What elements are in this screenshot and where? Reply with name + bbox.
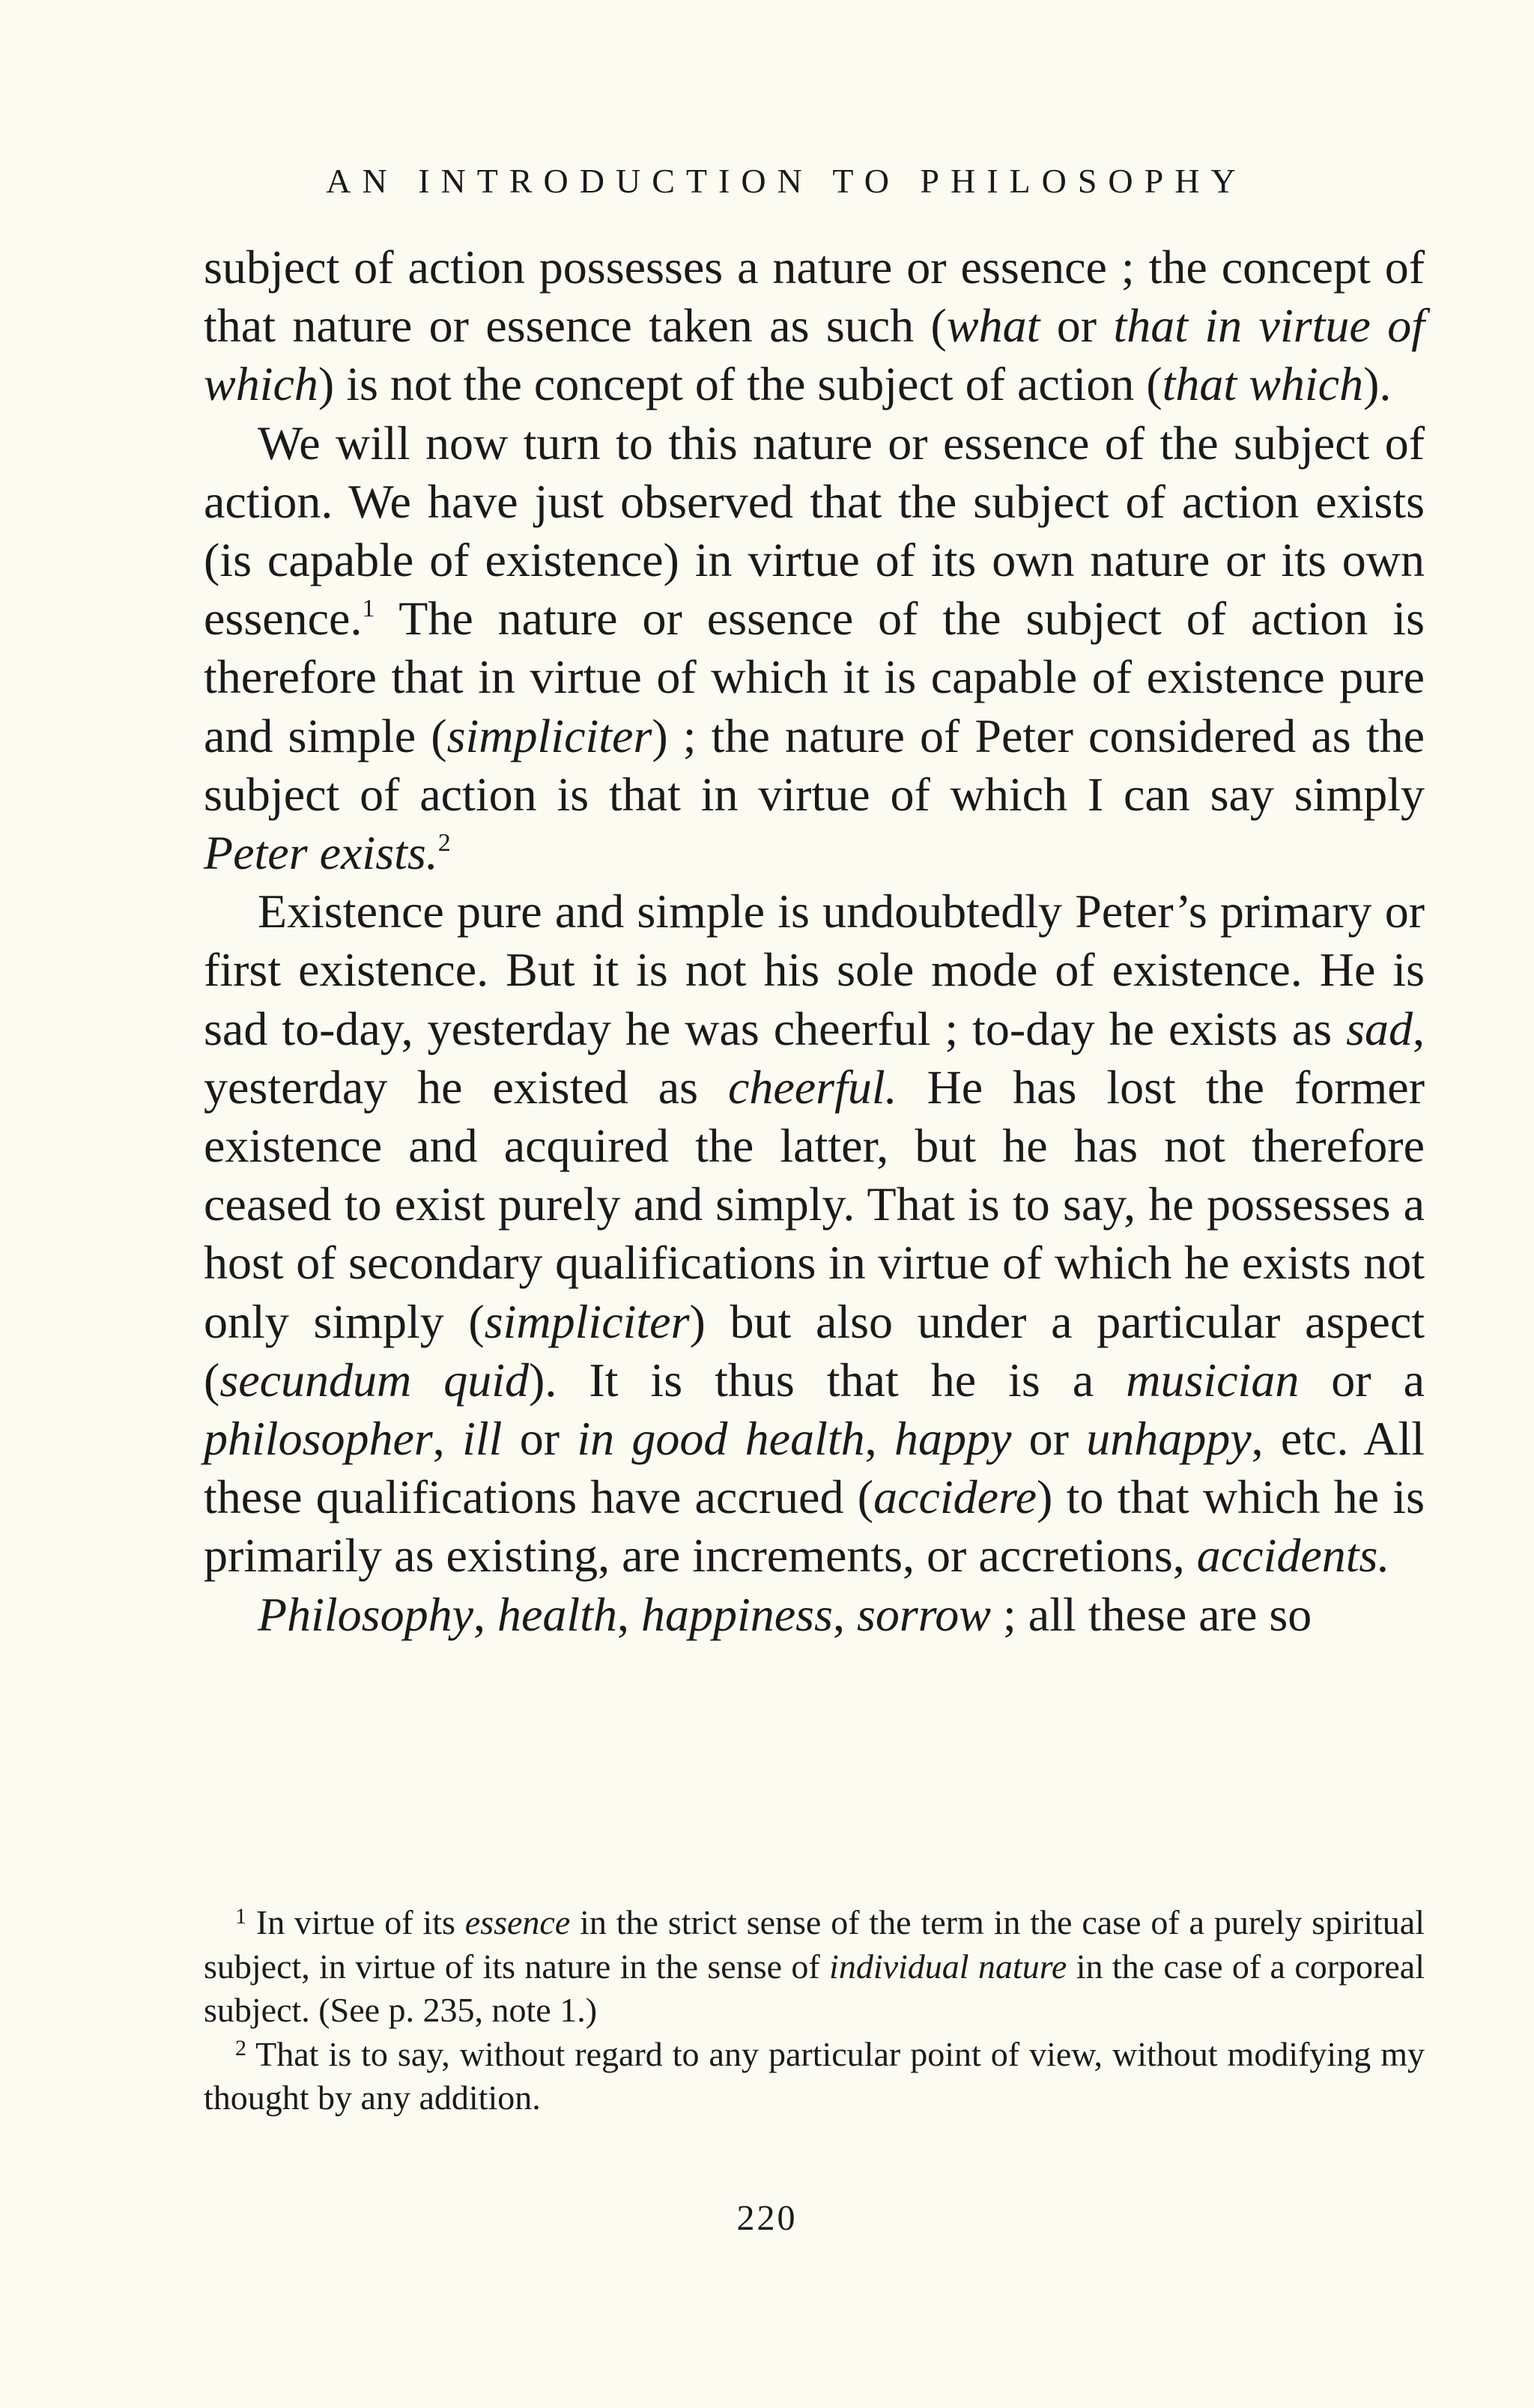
- text-run: That is to say, without regard to any particular point of view, without modifying my thought by any addition.: [204, 2034, 1425, 2117]
- text-run: ).: [1363, 357, 1392, 411]
- body-text: [204, 238, 1425, 1644]
- text-run: in the strict sense of the term in the case of a purely spiritual subject, in virtue of its nature in the sense of: [204, 1903, 1425, 1986]
- italic-text: ill: [462, 1412, 503, 1466]
- text-run: ). It is thus that he is a: [529, 1353, 1127, 1407]
- text-run: We will now turn to this nature or essence of the subject of action. We have just observed that the subject of action exists (is capable of existence) in virtue of its own nature or its own essence.: [204, 416, 1425, 646]
- italic-text: simpliciter: [446, 709, 652, 762]
- text-run: or: [502, 1412, 577, 1466]
- italic-text: Peter exists.: [204, 826, 438, 880]
- italic-text: that in virtue of which: [204, 299, 1425, 411]
- text-run: He has lost the former existence and acquired the latter, but he has not therefore ceased to exist purely and simply. That is to say, he possesses a host of secondary qualifications in virtue of which he exists not only simply (: [204, 1060, 1425, 1348]
- italic-text: secundum quid: [219, 1353, 530, 1407]
- italic-text: essence: [464, 1903, 571, 1941]
- text-run: Existence pure and simple is undoubtedly Peter’s primary or first existence. But it is not his sole mode of existence. He is sad to-day, yesterday he was cheerful ; to-day he exists as: [204, 885, 1425, 1055]
- italic-text: what: [946, 299, 1040, 353]
- text-run: subject of action possesses a nature or essence ; the concept of that nature or essence taken as such (: [204, 240, 1425, 353]
- text-run: ,: [432, 1412, 463, 1466]
- footnote: [204, 1901, 1425, 2033]
- text-run: In virtue of its: [246, 1903, 465, 1941]
- text-run: ) ; the nature of Peter considered as the subject of action is that in virtue of which I can say simply: [204, 709, 1425, 821]
- italic-text: health: [497, 1587, 617, 1641]
- italic-text: simpliciter: [484, 1294, 690, 1348]
- text-run: ; all these are so: [990, 1587, 1312, 1641]
- text-run: ,: [616, 1587, 641, 1641]
- text-run: ) to that which he is primarily as existing, are increments, or accretions,: [204, 1470, 1425, 1583]
- italic-text: accidere: [873, 1470, 1037, 1524]
- italic-text: unhappy: [1086, 1412, 1252, 1466]
- footnote-ref: 2: [437, 829, 451, 858]
- paragraph: [204, 882, 1425, 1585]
- italic-text: happiness: [640, 1587, 833, 1641]
- italic-text: individual nature: [829, 1947, 1067, 1986]
- text-run: or a: [1299, 1353, 1425, 1407]
- paragraph: [204, 1586, 1425, 1644]
- text-run: ) is not the concept of the subject of action (: [318, 357, 1162, 411]
- text-run: ) but also under a particular aspect (: [204, 1294, 1425, 1407]
- italic-text: that which: [1162, 357, 1364, 411]
- footnote: [204, 2033, 1425, 2120]
- text-run: or: [1040, 299, 1114, 353]
- italic-text: sad: [1346, 1001, 1413, 1055]
- text-run: in the case of a corporeal subject. (See p. 235, note 1.): [204, 1947, 1425, 2029]
- italic-text: musician: [1126, 1353, 1300, 1407]
- text-run: ,: [832, 1587, 857, 1641]
- paragraph: [204, 238, 1425, 414]
- footnote-ref: 1: [235, 1904, 246, 1929]
- italic-text: in good health: [577, 1412, 865, 1466]
- italic-text: philosopher: [204, 1412, 433, 1466]
- italic-text: happy: [894, 1412, 1012, 1466]
- paragraph: [204, 414, 1425, 883]
- footnotes: [204, 1901, 1425, 2120]
- text-run: , yesterday he existed as: [204, 1001, 1425, 1114]
- italic-text: cheerful.: [727, 1060, 897, 1114]
- text-run: , etc. All these qualifications have accrued (: [204, 1412, 1425, 1524]
- running-head: AN INTRODUCTION TO PHILOSOPHY: [326, 162, 1247, 200]
- footnote-ref: 2: [235, 2035, 246, 2060]
- page-number: 220: [736, 2198, 798, 2238]
- italic-text: Philosophy: [258, 1587, 473, 1641]
- italic-text: accidents.: [1196, 1529, 1390, 1583]
- text-run: ,: [473, 1587, 497, 1641]
- text-run: or: [1011, 1412, 1087, 1466]
- italic-text: sorrow: [856, 1587, 991, 1641]
- footnote-ref: 1: [362, 595, 375, 623]
- text-run: The nature or essence of the subject of action is therefore that in virtue of which it is capable of existence pure and simple (: [204, 592, 1425, 762]
- text-run: ,: [864, 1412, 894, 1466]
